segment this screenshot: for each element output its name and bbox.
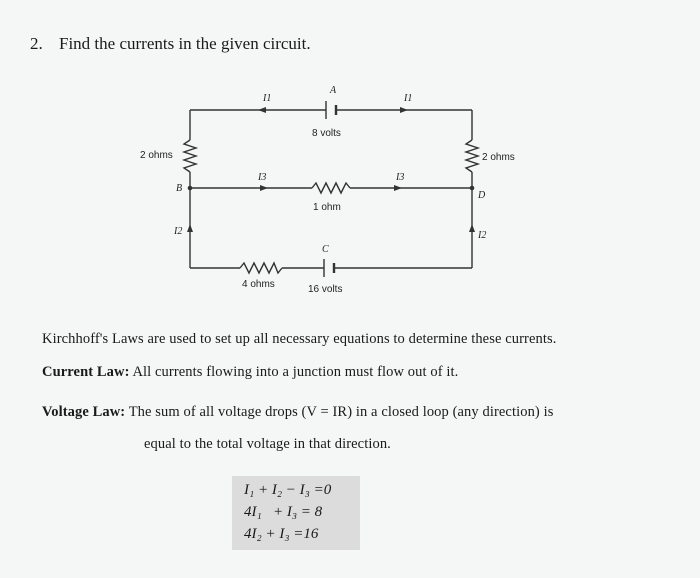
voltage-law-label: Voltage Law: [42, 404, 126, 420]
label-node-a: A [330, 85, 337, 96]
resistor-right [466, 140, 478, 172]
equation-3: 4I₂ + I₃ =16 [244, 526, 319, 542]
voltage-law [42, 404, 553, 421]
label-i2-right: I2 [478, 230, 487, 241]
equation-1: I₁ + I₂ − I₃ =0 [244, 482, 332, 498]
arrow-i2-left [187, 224, 193, 232]
current-law-text: All currents flowing into a junction must flow out of it. [132, 364, 459, 380]
label-node-d: D [478, 190, 486, 201]
label-resistor-left: 2 ohms [140, 150, 173, 161]
junction-b [188, 186, 193, 191]
label-i1-top-left: I1 [263, 93, 272, 104]
label-i1-top-right: I1 [404, 93, 413, 104]
resistor-left [184, 140, 196, 172]
equation-2: 4I₁ + I₃ = 8 [244, 504, 323, 520]
label-node-b: B [176, 183, 183, 194]
problem-text: Find the currents in the given circuit. [59, 34, 311, 53]
equations-box [232, 476, 360, 550]
label-resistor-right: 2 ohms [482, 152, 515, 163]
arrow-i1-top-left [258, 107, 266, 113]
label-i3-mid-right: I3 [396, 172, 405, 183]
label-battery-top: 8 volts [312, 128, 341, 139]
arrow-i1-top-right [400, 107, 408, 113]
problem-number: 2. [30, 34, 43, 53]
label-i3-mid-left: I3 [258, 172, 267, 183]
kirchhoff-intro: Kirchhoff's Laws are used to set up all necessary equations to determine these currents. [42, 331, 557, 347]
arrow-i3-mid-left [260, 185, 268, 191]
arrow-i2-right [469, 224, 475, 232]
junction-d [470, 186, 475, 191]
label-node-c: C [322, 244, 329, 255]
current-law [42, 364, 458, 381]
arrow-i3-mid-right [394, 185, 402, 191]
label-battery-bottom: 16 volts [308, 284, 343, 295]
resistor-middle [312, 183, 350, 193]
voltage-law-text: The sum of all voltage drops (V = IR) in a closed loop (any direction) is [128, 404, 554, 420]
label-i2-left: I2 [174, 226, 183, 237]
current-law-label: Current Law: [42, 364, 130, 380]
label-resistor-middle: 1 ohm [313, 202, 341, 213]
label-resistor-bottom: 4 ohms [242, 279, 275, 290]
resistor-bottom [240, 263, 282, 273]
voltage-law-continued: equal to the total voltage in that direction. [144, 436, 391, 452]
